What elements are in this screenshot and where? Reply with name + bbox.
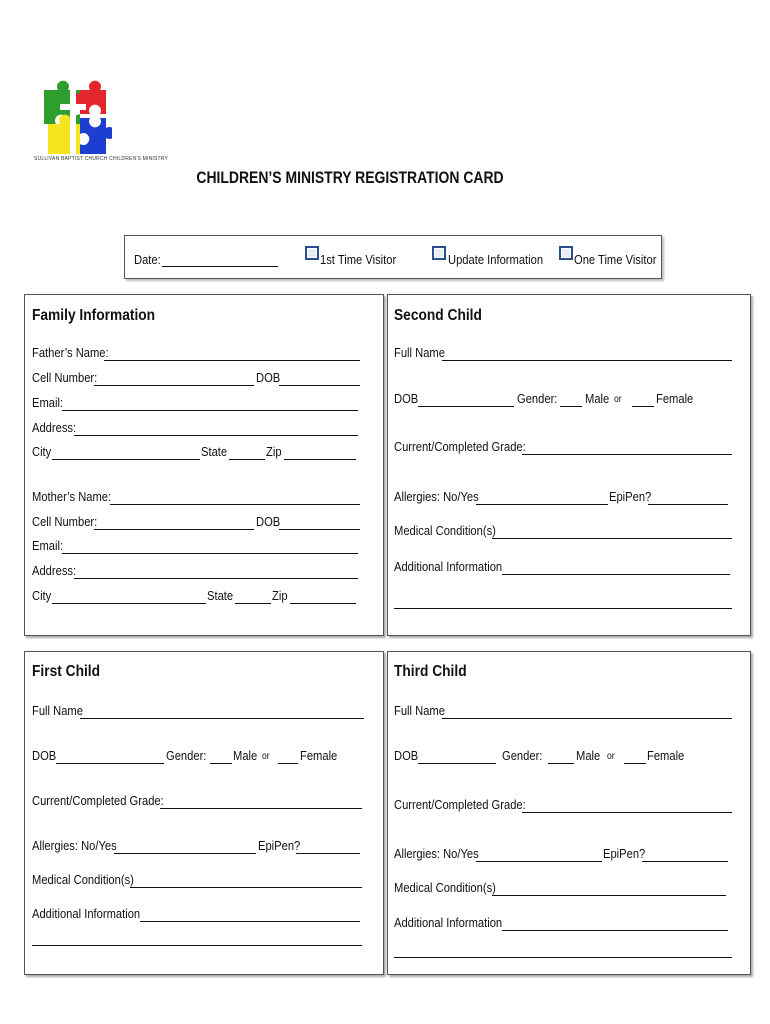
third-child-or-label: or [607,751,615,762]
father-zip-field[interactable] [284,459,356,460]
family-information-title: Family Information [32,307,156,324]
mother-address-label: Address: [32,563,77,578]
father-dob-label: DOB [256,370,281,385]
logo-caption: SULLIVAN BAPTIST CHURCH CHILDREN'S MINISTRY [34,156,169,162]
first-child-allergies-field[interactable] [114,853,256,854]
third-child-female-label: Female [647,748,685,763]
second-child-dob-label: DOB [394,391,419,406]
father-city-field[interactable] [52,459,200,460]
third-child-allergies-field[interactable] [476,861,602,862]
third-child-epipen-field[interactable] [642,861,728,862]
first-child-additional-line-2[interactable] [32,945,362,946]
father-cell-label: Cell Number: [32,370,98,385]
mothers-name-label: Mother’s Name: [32,489,112,504]
third-child-female-field[interactable] [624,763,646,764]
second-child-male-field[interactable] [560,406,582,407]
first-child-additional-label: Additional Information [32,906,141,921]
fathers-name-field[interactable] [104,360,360,361]
father-email-label: Email: [32,395,64,410]
second-child-dob-field[interactable] [418,406,514,407]
second-child-additional-label: Additional Information [394,559,503,574]
third-child-gender-label: Gender: [502,748,543,763]
father-cell-field[interactable] [94,385,254,386]
first-child-full-name-field[interactable] [80,718,364,719]
mother-city-label: City [32,588,52,603]
third-child-additional-line-2[interactable] [394,957,732,958]
first-child-male-label: Male [233,748,258,763]
second-child-additional-line-2[interactable] [394,608,732,609]
first-child-additional-field[interactable] [140,921,360,922]
third-child-title: Third Child [394,663,467,680]
mother-state-label: State [207,588,234,603]
third-child-epipen-label: EpiPen? [603,846,646,861]
second-child-additional-field[interactable] [502,574,730,575]
second-child-epipen-label: EpiPen? [609,489,652,504]
first-child-epipen-label: EpiPen? [258,838,301,853]
fathers-name-label: Father’s Name: [32,345,109,360]
second-child-female-field[interactable] [632,406,654,407]
second-child-male-label: Male [585,391,610,406]
second-child-grade-field[interactable] [522,454,732,455]
mother-cell-label: Cell Number: [32,514,98,529]
second-child-medical-field[interactable] [492,538,732,539]
third-child-dob-field[interactable] [418,763,496,764]
second-child-female-label: Female [656,391,694,406]
mother-address-field[interactable] [74,578,358,579]
third-child-medical-label: Medical Condition(s) [394,880,496,895]
first-child-medical-label: Medical Condition(s) [32,872,134,887]
first-child-dob-field[interactable] [56,763,164,764]
puzzle-logo-icon [40,70,112,158]
update-information-label: Update Information [448,252,544,267]
third-child-medical-field[interactable] [492,895,726,896]
first-child-title: First Child [32,663,101,680]
update-information-checkbox[interactable] [432,246,446,260]
first-child-medical-field[interactable] [130,887,362,888]
third-child-full-name-label: Full Name [394,703,445,718]
father-state-label: State [201,444,228,459]
one-time-visitor-checkbox[interactable] [559,246,573,260]
third-child-full-name-field[interactable] [442,718,732,719]
first-child-gender-label: Gender: [166,748,207,763]
third-child-additional-label: Additional Information [394,915,503,930]
father-zip-label: Zip [266,444,282,459]
mother-zip-field[interactable] [290,603,356,604]
second-child-allergies-label: Allergies: No/Yes [394,489,479,504]
first-child-grade-field[interactable] [160,808,362,809]
mother-email-label: Email: [32,538,64,553]
second-child-allergies-field[interactable] [476,504,608,505]
second-child-epipen-field[interactable] [648,504,728,505]
mother-city-field[interactable] [52,603,206,604]
date-field[interactable] [162,266,278,267]
first-child-grade-label: Current/Completed Grade: [32,793,164,808]
father-address-field[interactable] [74,435,358,436]
father-city-label: City [32,444,52,459]
mother-cell-field[interactable] [94,529,254,530]
father-dob-field[interactable] [279,385,360,386]
second-child-grade-label: Current/Completed Grade: [394,439,526,454]
first-child-female-label: Female [300,748,338,763]
one-time-visitor-label: One Time Visitor [574,252,657,267]
third-child-male-field[interactable] [548,763,574,764]
third-child-grade-field[interactable] [522,812,732,813]
third-child-grade-label: Current/Completed Grade: [394,797,526,812]
first-time-visitor-checkbox[interactable] [305,246,319,260]
father-state-field[interactable] [229,459,265,460]
date-label: Date: [134,252,161,267]
first-child-panel [24,651,384,975]
mother-email-field[interactable] [62,553,358,554]
second-child-medical-label: Medical Condition(s) [394,523,496,538]
first-child-dob-label: DOB [32,748,57,763]
first-child-epipen-field[interactable] [296,853,360,854]
mother-state-field[interactable] [235,603,271,604]
first-child-or-label: or [262,751,270,762]
first-child-male-field[interactable] [210,763,232,764]
first-child-female-field[interactable] [278,763,298,764]
second-child-full-name-label: Full Name [394,345,445,360]
third-child-allergies-label: Allergies: No/Yes [394,846,479,861]
second-child-gender-label: Gender: [517,391,558,406]
mothers-name-field[interactable] [110,504,360,505]
third-child-dob-label: DOB [394,748,419,763]
first-time-visitor-label: 1st Time Visitor [320,252,397,267]
first-child-allergies-label: Allergies: No/Yes [32,838,117,853]
mother-dob-field[interactable] [279,529,360,530]
mother-dob-label: DOB [256,514,281,529]
second-child-or-label: or [614,394,622,405]
father-email-field[interactable] [62,410,358,411]
third-child-additional-field[interactable] [502,930,728,931]
father-address-label: Address: [32,420,77,435]
third-child-male-label: Male [576,748,601,763]
first-child-full-name-label: Full Name [32,703,83,718]
mother-zip-label: Zip [272,588,288,603]
second-child-full-name-field[interactable] [442,360,732,361]
second-child-title: Second Child [394,307,482,324]
page-title: CHILDREN’S MINISTRY REGISTRATION CARD [196,168,504,187]
